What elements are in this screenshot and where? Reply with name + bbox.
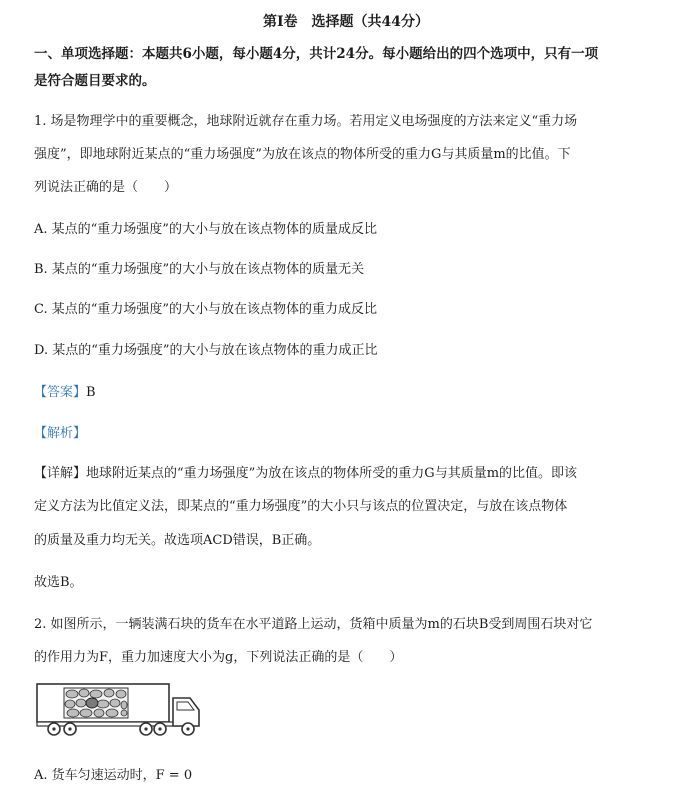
q1-option-c: C. 某点的“重力场强度”的大小与放在该点物体的重力成反比 — [34, 302, 378, 317]
q1-detail-line-3: 的质量及重力均无关。故选项ACD错误，B正确。 — [34, 533, 321, 548]
q1-option-a: A. 某点的“重力场强度”的大小与放在该点物体的质量成反比 — [34, 222, 377, 237]
analysis-tag: 【解析】 — [34, 426, 87, 441]
q1-conclusion: 故选B。 — [34, 575, 83, 590]
section-heading-line-1: 一、单项选择题：本题共6小题，每小题4分，共计24分。每小题给出的四个选项中，只有一项 — [34, 46, 599, 62]
q1-stem-line-3: 列说法正确的是（ ） — [34, 180, 178, 195]
q1-answer — [34, 385, 96, 401]
page-title: 第Ⅰ卷 选择题（共44分） — [262, 14, 430, 30]
q1-detail-line-1 — [34, 466, 577, 482]
detail-text: 地球附近某点的“重力场强度”为放在该点的物体所受的重力G与其质量m的比值。即该 — [86, 466, 578, 481]
q1-detail-line-2: 定义方法为比值定义法，即某点的“重力场强度”的大小只与该点的位置决定，与放在该点物体 — [34, 499, 568, 514]
q2-option-a: A. 货车匀速运动时，F = 0 — [34, 768, 193, 783]
q1-option-d: D. 某点的“重力场强度”的大小与放在该点物体的重力成正比 — [34, 343, 378, 358]
q2-stem-line-2: 的作用力为F，重力加速度大小为g，下列说法正确的是（ ） — [34, 650, 403, 665]
answer-value: B — [86, 385, 96, 400]
q2-stem-line-1: 2. 如图所示，一辆装满石块的货车在水平道路上运动，货箱中质量为m的石块B受到周围石块对它 — [34, 617, 593, 632]
q1-stem-line-1: 1. 场是物理学中的重要概念，地球附近就存在重力场。若用定义电场强度的方法来定义“重力场 — [34, 114, 578, 129]
section-heading-line-2: 是符合题目要求的。 — [34, 73, 156, 89]
rock-b-icon — [86, 698, 98, 708]
q1-stem-line-2: 强度”，即地球附近某点的“重力场强度”为放在该点的物体所受的重力G与其质量m的比值。下 — [34, 147, 571, 162]
q1-option-b: B. 某点的“重力场强度”的大小与放在该点物体的质量无关 — [34, 262, 365, 277]
detail-tag: 【详解】 — [34, 466, 87, 481]
answer-tag: 【答案】 — [34, 385, 87, 400]
truck-illustration — [36, 682, 204, 738]
